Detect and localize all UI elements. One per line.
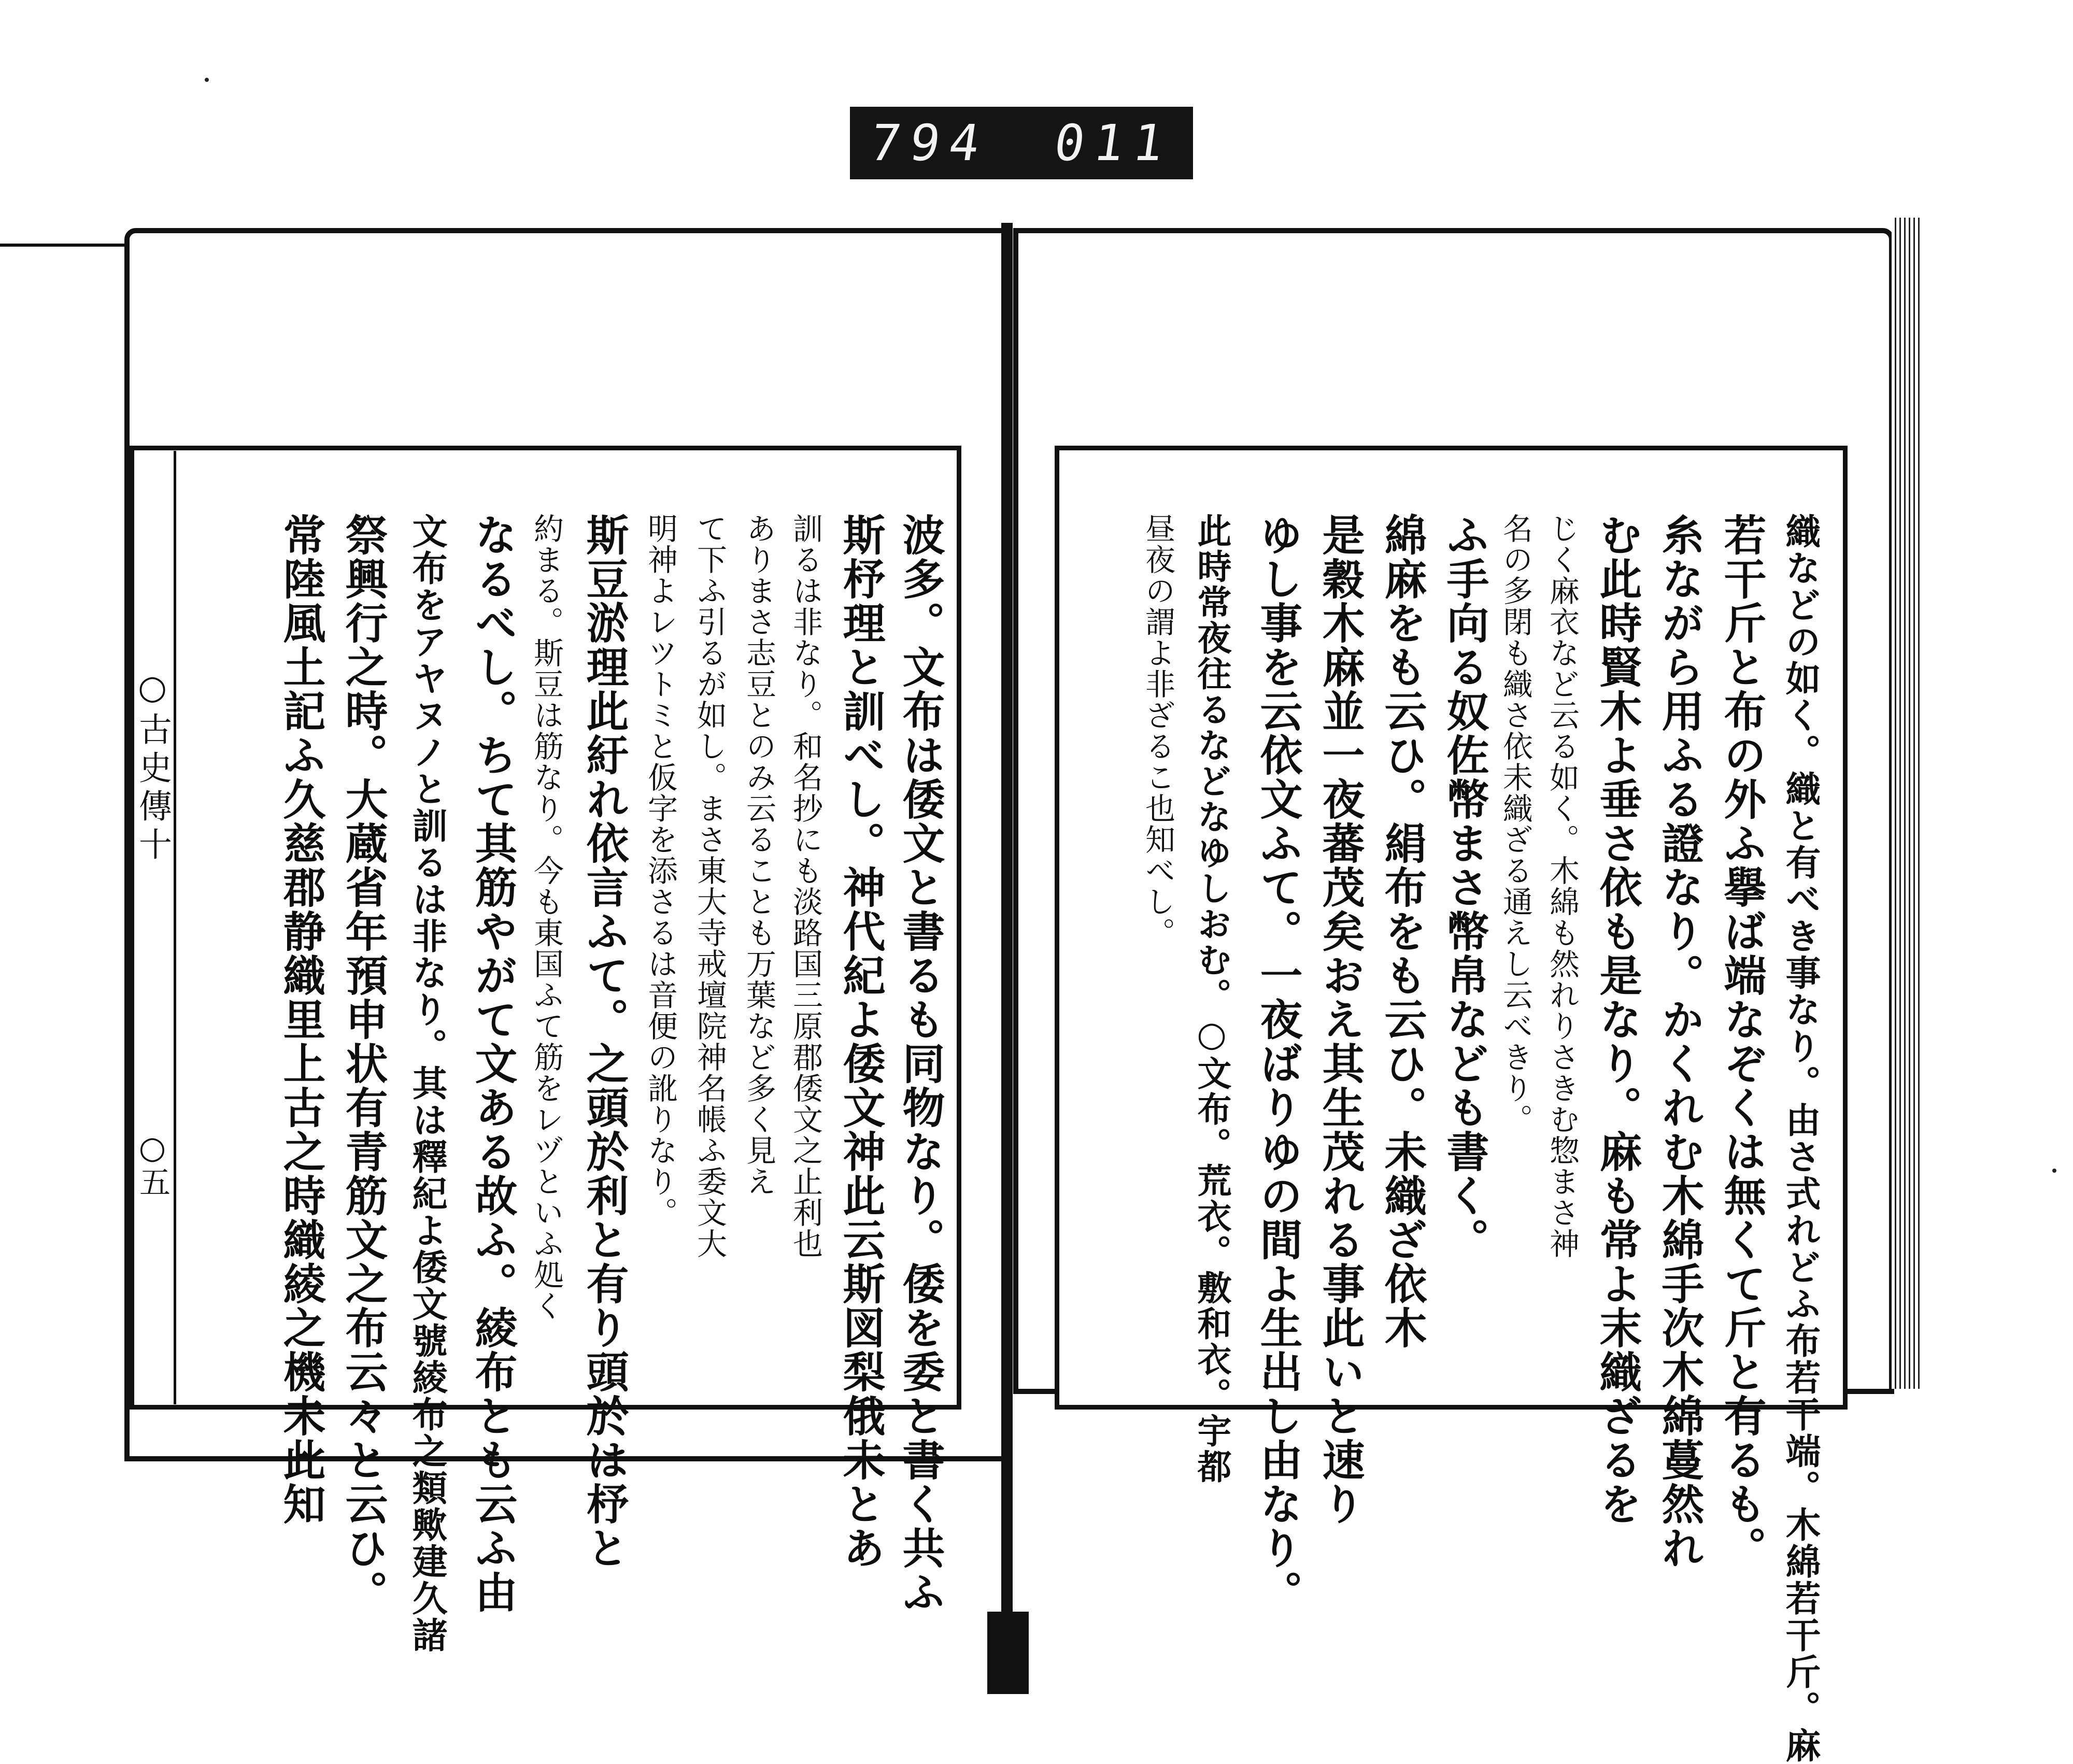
left-column-2: 斯杼理と訓べし。神代紀よ倭文神此云斯図梨俄未とあ xyxy=(836,513,886,1570)
right-column-9: 是穀木麻並一夜蕃茂矣おえ其生茂れる事此いと速り xyxy=(1315,513,1365,1526)
left-column-5: て下ふ引るが如し。まさ東大寺戒壇院神名帳ふ委文大 xyxy=(692,513,727,1259)
left-column-10: 文布をアヤヌノと訓るは非なり。其は釋紀よ倭文號綾布之類歟建久諸 xyxy=(406,513,448,1654)
left-column-1: 波多。文布は倭文と書るも同物なり。倭を委と書く共ふ xyxy=(896,513,945,1614)
page-number: ○五 xyxy=(134,1130,171,1197)
left-column-12: 常陸風土記ふ久慈郡静織里上古之時織綾之機未此知 xyxy=(276,513,326,1526)
right-column-8: 綿麻をも云ひ。絹布をも云ひ。未織ざ依木 xyxy=(1378,513,1427,1350)
speck xyxy=(2052,1169,2056,1173)
right-column-5: じく麻衣など云る如く。木綿も然れりさきむ惣まさ神 xyxy=(1544,513,1580,1259)
speck xyxy=(205,78,209,82)
right-column-6: 名の多閉も織さ依未織ざる通えし云べきり。 xyxy=(1498,513,1533,1135)
book-spine xyxy=(1001,223,1013,1622)
right-column-2: 若干斤と布の外ふ擧ば端なぞくは無くて斤と有るも。 xyxy=(1717,513,1767,1570)
left-column-8: 約まる。斯豆は筋なり。今も東国ふて筋をレヅといふ処く xyxy=(529,513,564,1321)
frame-number-label xyxy=(850,107,1193,179)
left-column-6: 明神よレツトミと仮字を添さるは音便の訛りなり。 xyxy=(643,513,678,1228)
left-column-11: 祭興行之時。大蔵省年預申状有青筋文之布云々と云ひ。 xyxy=(338,513,388,1614)
left-column-9: なるべし。ちて其筋やがて文ある故ふ。綾布とも云ふ由 xyxy=(468,513,518,1614)
frame-number-right: 011 xyxy=(1050,114,1176,172)
right-column-1: 織などの如く。織と有べき事なり。由さ式れどふ布若干端。木綿若干斤。麻 xyxy=(1780,513,1821,1764)
right-column-3: 糸ながら用ふる證なり。かくれむ木綿手次木綿蔓然れ xyxy=(1655,513,1705,1570)
right-column-12: 昼夜の謂よ非ざるこ也知べし。 xyxy=(1140,513,1175,948)
left-column-3: 訓るは非なり。和名抄にも淡路国三原郡倭文之止利也 xyxy=(788,513,823,1259)
right-column-11: 此時常夜往るなどなゆしおむ。○文布。荒衣。敷和衣。宇都 xyxy=(1191,513,1232,1485)
page-edge-stack xyxy=(1892,218,1923,1389)
right-column-4: む此時賢木よ垂さ依も是なり。麻も常よ末織ざるを xyxy=(1593,513,1642,1526)
right-column-7: ふ手向る奴佐幣まさ幣帛なども書く。 xyxy=(1440,513,1489,1262)
right-column-10: ゆし事を云依文ふて。一夜ばりゆの間よ生出し由なり。 xyxy=(1253,513,1303,1614)
left-column-4: ありまさ志豆とのみ云ることも万葉など多く見え xyxy=(741,513,776,1197)
frame-number-left: 794 xyxy=(867,114,993,172)
spine-foot xyxy=(987,1612,1029,1694)
left-column-7: 斯豆淤理此紆れ依言ふて。之頭於利と有り頭於は杼と xyxy=(579,513,629,1570)
left-margin-rule xyxy=(0,244,127,247)
header-margin-rule xyxy=(174,451,176,1404)
page-header: ○古史傳十 xyxy=(133,668,172,865)
